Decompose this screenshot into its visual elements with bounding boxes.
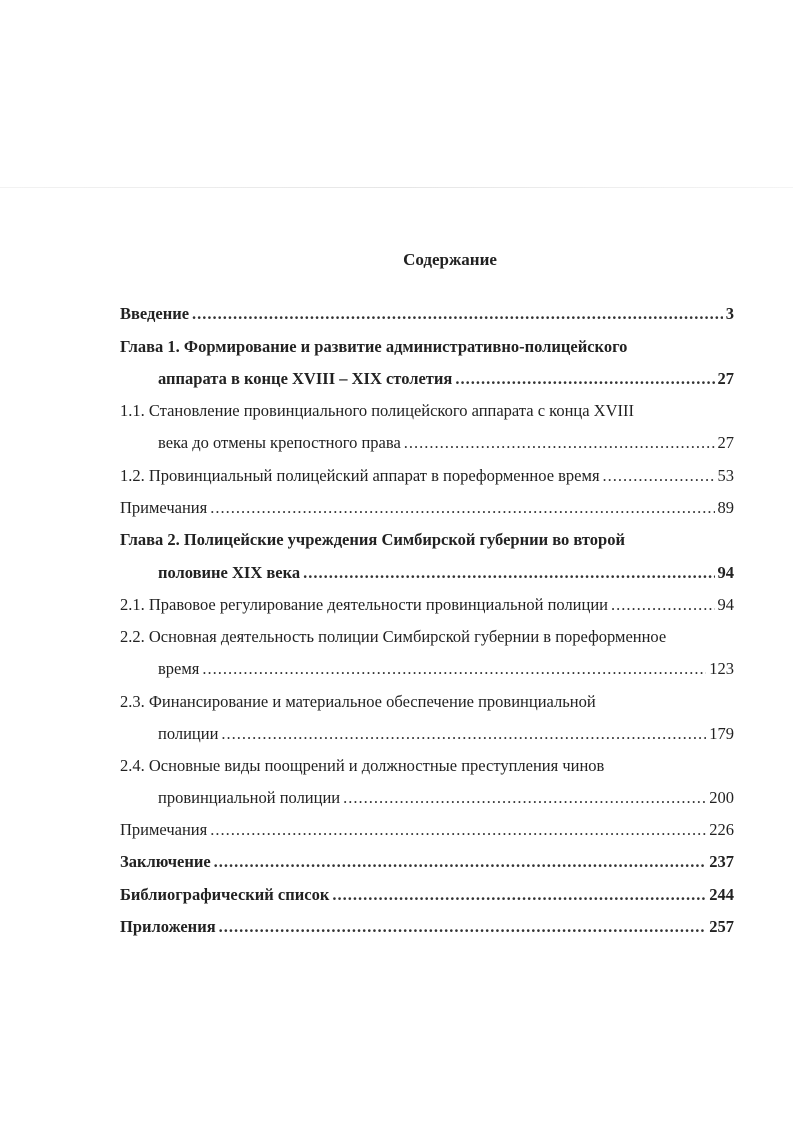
toc-entry-chapter-1-line-2[interactable] bbox=[158, 369, 734, 393]
toc-entry-1-1-line-1[interactable] bbox=[120, 401, 734, 425]
toc-entry-label: 2.1. Правовое регулирование деятельности провинциальной полиции bbox=[120, 595, 609, 614]
toc-entry-label: Глава 1. Формирование и развитие административно-полицейского bbox=[120, 337, 628, 356]
toc-entry-chapter-2-line-2[interactable] bbox=[158, 563, 734, 587]
toc-entry-label: Введение bbox=[120, 304, 190, 323]
toc-entry-appendices[interactable] bbox=[120, 917, 734, 941]
toc-entry-label: 2.4. Основные виды поощрений и должностные преступления чинов bbox=[120, 756, 605, 775]
toc-entry-label: аппарата в конце XVIII – XIX столетия bbox=[158, 369, 453, 388]
toc-entry-introduction[interactable] bbox=[120, 304, 734, 328]
toc-entry-label: 1.1. Становление провинциального полицейского аппарата с конца XVIII bbox=[120, 401, 634, 420]
toc-entry-page: 3 bbox=[725, 304, 734, 323]
toc-entry-label: половине XIX века bbox=[158, 563, 301, 582]
toc-entry-bibliography[interactable] bbox=[120, 885, 734, 909]
toc-entry-2-4-line-2[interactable] bbox=[158, 788, 734, 812]
leader-dots bbox=[332, 885, 706, 905]
toc-entry-label: Заключение bbox=[120, 852, 211, 871]
toc-entry-page: 257 bbox=[709, 917, 734, 936]
toc-entry-2-2-line-2[interactable] bbox=[158, 659, 734, 683]
leader-dots bbox=[343, 788, 706, 808]
toc-entry-page: 53 bbox=[717, 466, 734, 485]
toc-entry-2-3-line-2[interactable] bbox=[158, 724, 734, 748]
toc-entry-label: провинциальной полиции bbox=[158, 788, 341, 807]
toc-entry-label: полиции bbox=[158, 724, 219, 743]
toc-entry-label: 2.2. Основная деятельность полиции Симбирской губернии в пореформенное bbox=[120, 627, 667, 646]
toc-entry-label: Примечания bbox=[120, 498, 208, 517]
leader-dots bbox=[404, 433, 715, 453]
toc-entry-label: время bbox=[158, 659, 200, 678]
toc-entry-label: Примечания bbox=[120, 820, 208, 839]
toc-entry-page: 27 bbox=[717, 433, 734, 452]
toc-entry-chapter-1-line-1[interactable] bbox=[120, 337, 734, 361]
toc-entry-chapter-2-line-1[interactable] bbox=[120, 530, 734, 554]
leader-dots bbox=[611, 595, 714, 615]
page-title: Содержание bbox=[403, 250, 497, 269]
toc-entry-page: 237 bbox=[709, 852, 734, 871]
toc-entry-page: 244 bbox=[709, 885, 734, 904]
leader-dots bbox=[192, 304, 723, 324]
toc-entry-page: 200 bbox=[709, 788, 734, 807]
leader-dots bbox=[210, 820, 706, 840]
leader-dots bbox=[202, 659, 706, 679]
toc-entry-page: 226 bbox=[709, 820, 734, 839]
toc-entry-2-3-line-1[interactable] bbox=[120, 692, 734, 716]
toc-entry-page: 94 bbox=[717, 595, 734, 614]
leader-dots bbox=[210, 498, 714, 518]
toc-entry-1-2[interactable] bbox=[120, 466, 734, 490]
toc-entry-label: Приложения bbox=[120, 917, 216, 936]
leader-dots bbox=[303, 563, 714, 583]
toc-entry-notes-2[interactable] bbox=[120, 820, 734, 844]
toc-entry-page: 89 bbox=[717, 498, 734, 517]
toc-entry-conclusion[interactable] bbox=[120, 852, 734, 876]
toc-entry-page: 179 bbox=[709, 724, 734, 743]
leader-dots bbox=[221, 724, 706, 744]
toc-entry-notes-1[interactable] bbox=[120, 498, 734, 522]
toc-entry-2-2-line-1[interactable] bbox=[120, 627, 734, 651]
toc-entry-2-1[interactable] bbox=[120, 595, 734, 619]
leader-dots bbox=[603, 466, 715, 486]
toc-entry-1-1-line-2[interactable] bbox=[158, 433, 734, 457]
toc-entry-label: Библиографический список bbox=[120, 885, 330, 904]
toc-entry-label: века до отмены крепостного права bbox=[158, 433, 401, 452]
leader-dots bbox=[455, 369, 714, 389]
toc-entry-2-4-line-1[interactable] bbox=[120, 756, 734, 780]
toc-entry-label: 2.3. Финансирование и материальное обеспечение провинциальной bbox=[120, 692, 596, 711]
toc-entry-page: 94 bbox=[717, 563, 734, 582]
leader-dots bbox=[219, 917, 707, 937]
toc-entry-page: 27 bbox=[717, 369, 734, 388]
leader-dots bbox=[214, 852, 707, 872]
toc-entry-label: Глава 2. Полицейские учреждения Симбирской губернии во второй bbox=[120, 530, 625, 549]
toc-entry-page: 123 bbox=[709, 659, 734, 678]
toc-entry-label: 1.2. Провинциальный полицейский аппарат в пореформенное время bbox=[120, 466, 600, 485]
